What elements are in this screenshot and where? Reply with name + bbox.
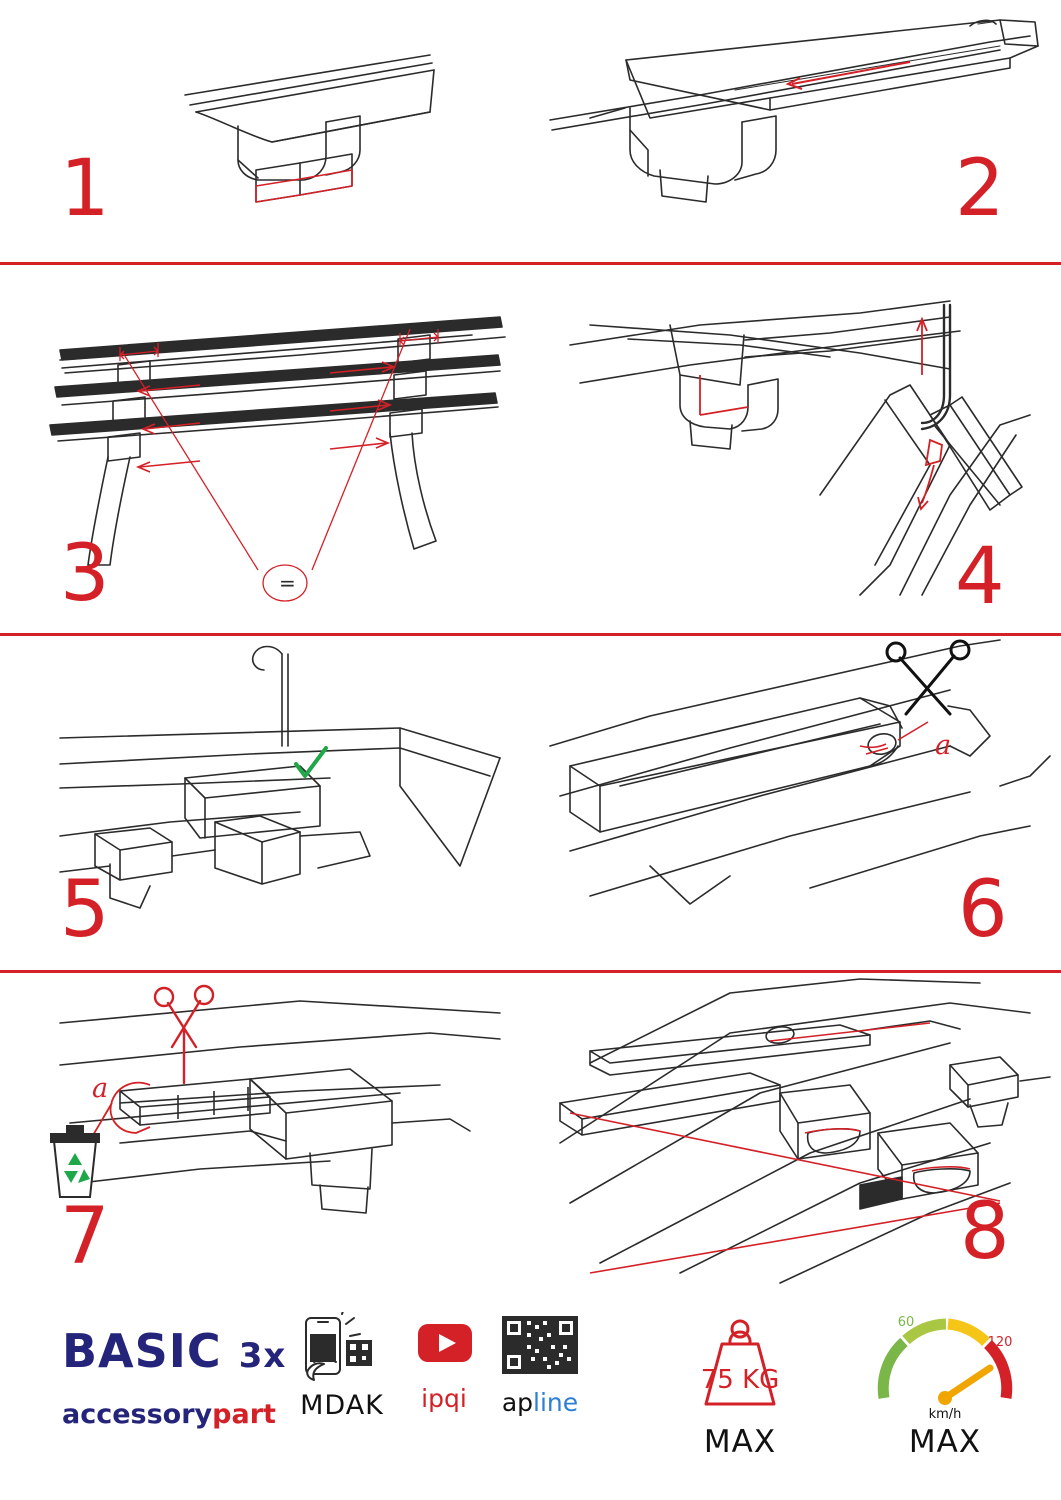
product-quantity: 3x	[238, 1336, 287, 1376]
max-load-caption: MAX	[703, 1424, 777, 1460]
step-3-illustration	[0, 265, 530, 633]
step-8-illustration	[530, 973, 1061, 1290]
step-5-illustration	[0, 636, 530, 970]
max-speed-caption: MAX	[908, 1424, 982, 1460]
apline-label-first: ap	[501, 1388, 534, 1417]
speed-tick-60: 60	[897, 1315, 915, 1330]
step-1-panel	[0, 0, 530, 262]
mdak-label: MDAK	[300, 1390, 384, 1421]
step-2-illustration	[530, 0, 1061, 262]
row-steps-5-6	[0, 636, 1061, 970]
ipqi-logo[interactable]	[398, 1312, 490, 1413]
step-6-panel	[530, 636, 1061, 970]
product-brand-block	[62, 1325, 292, 1430]
step-8-number: 8	[960, 1187, 1010, 1277]
max-load-indicator	[660, 1302, 820, 1460]
step-4-panel	[530, 265, 1061, 633]
step-4-illustration	[530, 265, 1061, 633]
speed-unit: km/h	[928, 1407, 962, 1422]
apline-logo[interactable]	[482, 1312, 598, 1417]
step-6-illustration	[530, 636, 1061, 970]
apline-label	[482, 1388, 598, 1417]
step-3-panel	[0, 265, 530, 633]
step-1-number: 1	[60, 144, 109, 234]
step-8-panel	[530, 973, 1061, 1290]
qr-code-icon	[482, 1312, 598, 1378]
max-speed-indicator	[860, 1302, 1030, 1460]
cut-part-label-a-7: a	[92, 1073, 109, 1104]
cut-part-label-a: a	[935, 730, 952, 761]
equal-symbol: =	[279, 571, 296, 595]
brand-second: part	[212, 1399, 276, 1430]
youtube-icon	[398, 1312, 490, 1372]
step-5-number: 5	[60, 865, 110, 955]
step-7-illustration	[0, 973, 530, 1290]
row-steps-1-2	[0, 0, 1061, 262]
row-steps-3-4	[0, 265, 1061, 633]
product-name: BASIC	[62, 1324, 222, 1378]
weight-icon	[660, 1302, 820, 1422]
max-load-value: 75 KG	[700, 1365, 780, 1395]
product-name-line	[62, 1325, 292, 1382]
speed-tick-120: 120	[987, 1335, 1013, 1350]
brand-first: accessory	[62, 1399, 213, 1430]
phone-qr-scan-icon	[284, 1312, 400, 1384]
step-2-number: 2	[955, 144, 1005, 234]
speedometer-icon	[860, 1302, 1030, 1422]
footer	[0, 1290, 1061, 1500]
step-6-number: 6	[958, 865, 1008, 955]
step-2-panel	[530, 0, 1061, 262]
step-3-number: 3	[60, 529, 110, 619]
step-1-illustration	[0, 0, 530, 262]
recycle-bin-icon	[50, 1125, 100, 1197]
step-7-panel	[0, 973, 530, 1290]
ipqi-label: ipqi	[421, 1384, 467, 1413]
step-7-number: 7	[60, 1192, 110, 1282]
step-5-panel	[0, 636, 530, 970]
mdak-logo[interactable]	[284, 1312, 400, 1421]
step-4-number: 4	[955, 532, 1005, 622]
row-steps-7-8	[0, 973, 1061, 1290]
company-brand	[62, 1400, 292, 1430]
apline-label-second: line	[533, 1388, 579, 1417]
